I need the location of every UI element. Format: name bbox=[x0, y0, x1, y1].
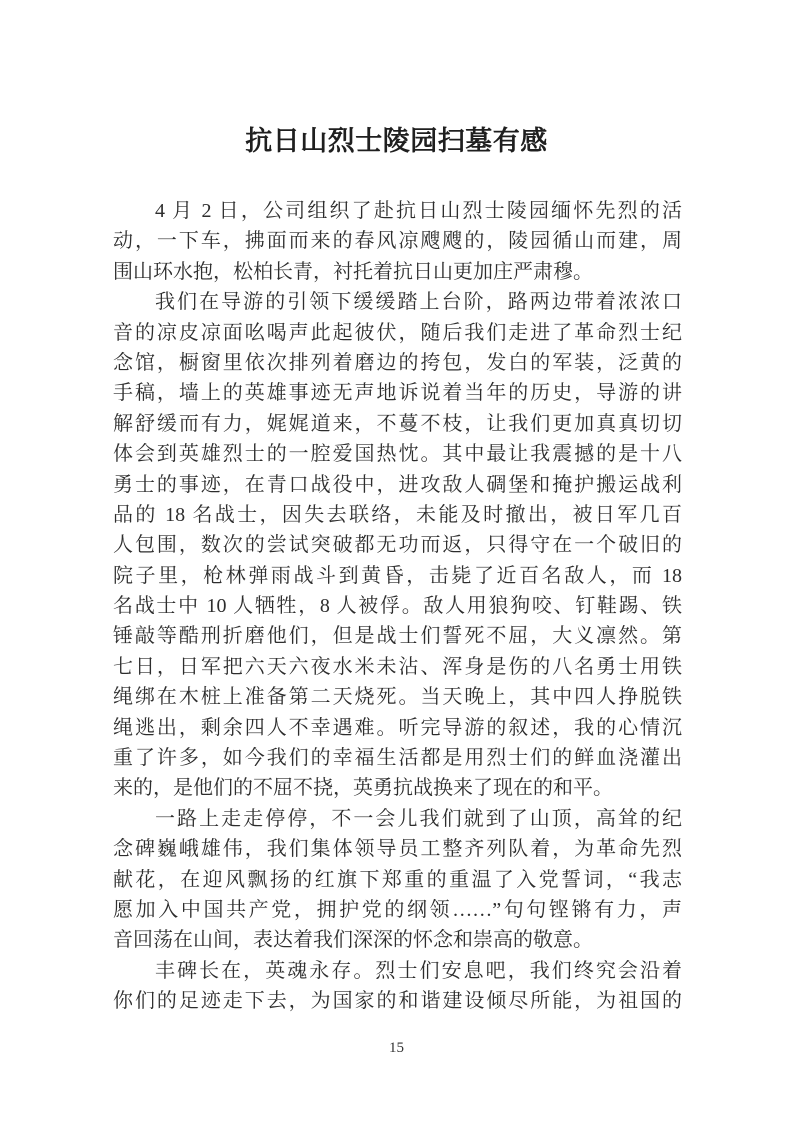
page-title: 抗日山烈士陵园扫墓有感 bbox=[245, 126, 548, 156]
text-line: 七日，日军把六天六夜水米未沾、浑身是伤的八名勇士用铁 bbox=[113, 655, 682, 678]
page-number: 15 bbox=[389, 1040, 404, 1056]
text-line: 4 月 2 日，公司组织了赴抗日山烈士陵园缅怀先烈的活 bbox=[155, 200, 682, 222]
text-line: 名战士中 10 人牺牲，8 人被俘。敌人用狼狗咬、钉鞋踢、铁 bbox=[113, 595, 682, 618]
text-line: 绳逃出，剩余四人不幸遇难。听完导游的叙述，我的心情沉 bbox=[113, 716, 682, 739]
text-line: 你们的足迹走下去，为国家的和谐建设倾尽所能，为祖国的 bbox=[113, 990, 682, 1013]
text-line: 绳绑在木桩上准备第二天烧死。当天晚上，其中四人挣脱铁 bbox=[113, 686, 682, 709]
paragraph bbox=[113, 956, 682, 1017]
text-line: 解舒缓而有力，娓娓道来，不蔓不枝，让我们更加真真切切 bbox=[113, 412, 682, 435]
document-body bbox=[113, 196, 682, 1017]
text-line: 我们在导游的引领下缓缓踏上台阶，路两边带着浓浓口 bbox=[155, 291, 682, 314]
text-line: 体会到英雄烈士的一腔爱国热忱。其中最让我震撼的是十八 bbox=[113, 443, 682, 466]
paragraph bbox=[113, 804, 682, 956]
text-line: 丰碑长在，英魂永存。烈士们安息吧，我们终究会沿着 bbox=[155, 959, 682, 982]
paragraph bbox=[113, 287, 682, 804]
text-line: 献花，在迎风飘扬的红旗下郑重的重温了入党誓词，“我志 bbox=[113, 868, 682, 891]
text-line: 动，一下车，拂面而来的春风凉飕飕的，陵园循山而建，周 bbox=[113, 230, 682, 253]
text-line: 音回荡在山间，表达着我们深深的怀念和崇高的敬意。 bbox=[113, 929, 593, 952]
text-line: 念碑巍峨雄伟，我们集体领导员工整齐列队着，为革命先烈 bbox=[113, 838, 682, 861]
text-line: 院子里，枪林弹雨战斗到黄昏，击毙了近百名敌人，而 18 bbox=[113, 564, 682, 587]
text-line: 人包围，数次的尝试突破都无功而返，只得守在一个破旧的 bbox=[113, 534, 682, 557]
text-line: 音的凉皮凉面吆喝声此起彼伏，随后我们走进了革命烈士纪 bbox=[113, 321, 682, 344]
text-line: 来的，是他们的不屈不挠，英勇抗战换来了现在的和平。 bbox=[113, 777, 613, 800]
text-line: 勇士的事迹，在青口战役中，进攻敌人碉堡和掩护搬运战利 bbox=[113, 473, 682, 496]
text-line: 念馆，橱窗里依次排列着磨边的挎包，发白的军装，泛黄的 bbox=[113, 351, 682, 374]
text-line: 品的 18 名战士，因失去联络，未能及时撤出，被日军几百 bbox=[113, 503, 682, 526]
paragraph bbox=[113, 196, 682, 287]
text-line: 锤敲等酷刑折磨他们，但是战士们誓死不屈，大义凛然。第 bbox=[113, 625, 682, 648]
text-line: 手稿，墙上的英雄事迹无声地诉说着当年的历史，导游的讲 bbox=[113, 382, 682, 405]
text-line: 愿加入中国共产党，拥护党的纲领……”句句铿锵有力，声 bbox=[113, 898, 682, 921]
text-line: 一路上走走停停，不一会儿我们就到了山顶，高耸的纪 bbox=[155, 807, 682, 830]
text-line: 重了许多，如今我们的幸福生活都是用烈士们的鲜血浇灌出 bbox=[113, 747, 682, 770]
text-line: 围山环水抱，松柏长青，衬托着抗日山更加庄严肃穆。 bbox=[113, 260, 593, 283]
